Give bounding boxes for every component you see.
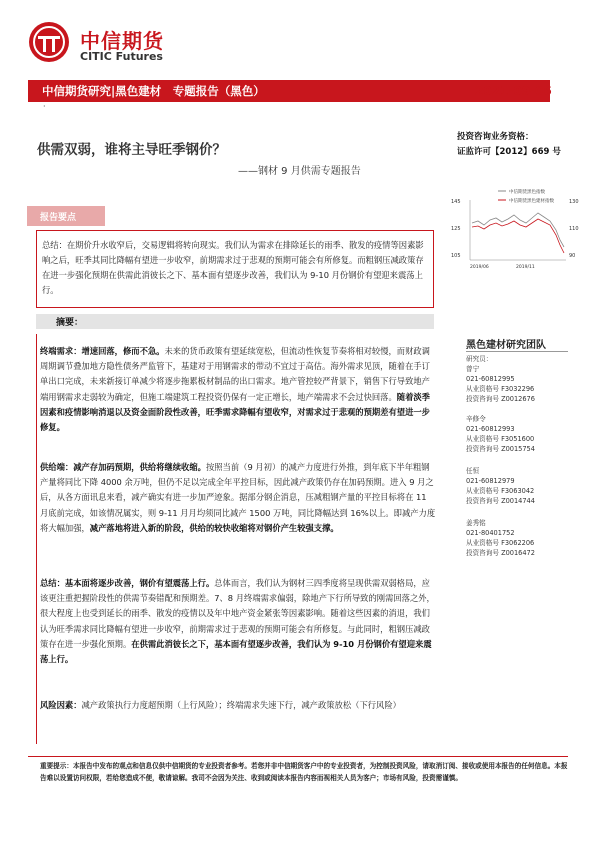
paragraph-conclusion	[40, 576, 436, 667]
member-license: 投资咨询号 Z0016472	[466, 549, 535, 557]
member-name: 辛修令	[466, 415, 486, 423]
member-license: 从业资格号 F3063042	[466, 487, 535, 495]
dot-mark: ·	[43, 102, 46, 111]
team-member	[466, 414, 535, 454]
index-chart	[448, 185, 588, 275]
x-tick-label: 2019/11	[516, 265, 535, 270]
member-license: 投资咨询号 Z0015754	[466, 445, 535, 453]
paragraph-body: 按照当前（9 月初）的减产力度进行外推，到年底下半年粗钢产量将同比下降 4000 余万吨，但仍不足以完成全年平控目标，因此减产政策仍存在加码预期。进入 9 月之后，从各方面讯息来看，减产确实有进一步加严迹象。据部分钢企消息，压减粗钢产量的平控目标将在 11 月底前完成，如该情况属实，则 9-11 月月均须同比减产 1500 万吨，同比降幅达到 16%以上。即减产力度将大幅加强，	[40, 462, 436, 533]
paragraph-risk	[40, 698, 436, 713]
summary-tab-label: 报告要点	[40, 213, 77, 223]
paragraph-tail: 在供需此消彼长之下，基本面有望逐步改善，我们认为 9-10 月份钢价有望迎来震荡上行。	[40, 638, 432, 665]
paragraph-tail: 减产落地将进入新的阶段，供给的较快收缩将对钢价产生较强支撑。	[89, 522, 339, 533]
summary-text: 总结：在期价升水收窄后，交易逻辑将转向现实。我们认为需求在排除延长的雨季、散发的疫情等因素影响之后，旺季其同比降幅有望进一步收窄，前期需求过于悲观的预期可能会有所修复。而粗钢压减政策存在进一步强化预期在供需此消彼长之下、基本面有望逐步改善，我们认为 9-10 月份钢价有望迎来震荡上行。	[42, 240, 424, 295]
legend-label: 中信期货黑色指数	[509, 190, 545, 195]
paragraph-body: 总体而言，我们认为钢材三四季度将呈现供需双弱格局，应该更注重把握阶段性的供需节奏错配和预期差。7、8 月终端需求偏弱，除地产下行所导致的刚需回落之外，很大程度上也受到延长的雨季、散发的疫情以及年中地产资金紧张等因素影响。随着这些因素的消退，我们认为旺季需求同比降幅有望进一步收窄，前期需求过于悲观的预期可能会有所修复。与此同时，粗钢压减政策存在进一步强化预期。	[40, 578, 435, 649]
team-member	[466, 466, 535, 506]
member-phone: 021-80401752	[466, 529, 515, 537]
citic-logo-icon	[29, 22, 69, 62]
qualification-line1: 投资咨询业务资格：	[457, 132, 534, 142]
paragraph-lead: 供给端：减产存加码预期，供给将继续收缩。	[40, 462, 206, 472]
member-phone: 021-60812993	[466, 425, 515, 433]
member-license: 从业资格号 F3062206	[466, 539, 535, 547]
team-divider	[466, 351, 568, 352]
paragraph-lead: 风险因素：	[40, 700, 82, 710]
member-name: 曾宁	[466, 365, 480, 373]
abstract-label: 摘要：	[56, 318, 84, 328]
paragraph-supply	[40, 460, 436, 536]
left-rule	[36, 334, 37, 744]
member-name: 任恒	[466, 467, 480, 475]
y-tick-label: 145	[451, 199, 461, 205]
paragraph-lead: 总结：基本面将逐步改善，钢价有望震荡上行。	[40, 578, 215, 588]
member-phone: 021-60812979	[466, 477, 515, 485]
series-line-building-index	[472, 219, 564, 253]
team-title: 黑色建材研究团队	[466, 340, 546, 351]
y-tick-label: 105	[451, 253, 461, 259]
logo-en: CITIC Futures	[80, 50, 163, 63]
paragraph-lead: 终端需求：增速回落，修而不急。	[40, 346, 165, 356]
member-name: 姜秀铭	[466, 519, 486, 527]
summary-box	[36, 230, 434, 308]
member-license: 投资咨询号 Z0014744	[466, 497, 535, 505]
header-bar	[28, 80, 550, 102]
team-member	[466, 518, 535, 558]
logo-cn: 中信期货	[80, 29, 164, 53]
member-role: 研究员：	[466, 355, 493, 363]
abstract-bar	[36, 314, 434, 329]
y-tick-label: 125	[451, 226, 461, 232]
y2-tick-label: 110	[569, 226, 579, 232]
footer-disclaimer: 重要提示：本报告中发布的观点和信息仅供中信期货的专业投资者参考。若您并非中信期货客户中的专业投资者，为控制投资风险，请取消订阅、接收或使用本报告的任何信息。本报告难以设置访问权限，若给您造成不便，敬请谅解。我司不会因为关注、收到或阅读本报告内容而视相关人员为客户；市场有风险，投资需谨慎。	[40, 762, 568, 782]
header-bar-text: 中信期货研究|黑色建材 专题报告（黑色）	[42, 84, 265, 98]
paragraph-body: 减产政策执行力度超预期（上行风险）；终端需求失速下行，减产政策放松（下行风险）	[81, 700, 401, 710]
summary-tab	[27, 206, 105, 226]
footer-divider	[28, 756, 568, 757]
member-license: 投资咨询号 Z0012676	[466, 395, 535, 403]
paragraph-body: 未来的货币政策有望延续宽松，但流动性恢复节奏将相对较慢，而财政调周期调节叠加地方隐性债务严监管下，基建对于用钢需求的带动不宜过于高估。海外需求见顶，随着在手订单出口完成，未来新接订单减少将逐步拖累板材制品的出口需求。地产管控较严背景下，销售下行导致地产端用钢需求走弱较为确定，但施工端建筑工程投资仍保有一定正增长，地产端需求不会过快回落。	[40, 346, 430, 402]
member-license: 从业资格号 F3051600	[466, 435, 535, 443]
y2-tick-label: 130	[569, 199, 579, 205]
legend-label: 中信期货黑色建材指数	[509, 199, 554, 204]
report-subtitle: ——钢材 9 月供需专题报告	[238, 166, 361, 177]
paragraph-tail: 随着淡季因素和疫情影响消退以及资金面阶段性改善，旺季需求降幅有望收窄，对需求过于悲观的预期差有望进一步修复。	[40, 391, 430, 433]
member-phone: 021-60812995	[466, 375, 515, 383]
paragraph-demand	[40, 344, 436, 435]
member-license: 从业资格号 F3032296	[466, 385, 535, 393]
y2-tick-label: 90	[569, 253, 576, 259]
series-line-black-index	[472, 213, 564, 247]
report-title: 供需双弱，谁将主导旺季钢价？	[37, 142, 226, 158]
qualification-line2: 证监许可【2012】669 号	[457, 147, 561, 157]
report-date: 2021-09-06	[475, 84, 552, 98]
x-tick-label: 2019/06	[470, 265, 489, 270]
team-member	[466, 354, 535, 404]
